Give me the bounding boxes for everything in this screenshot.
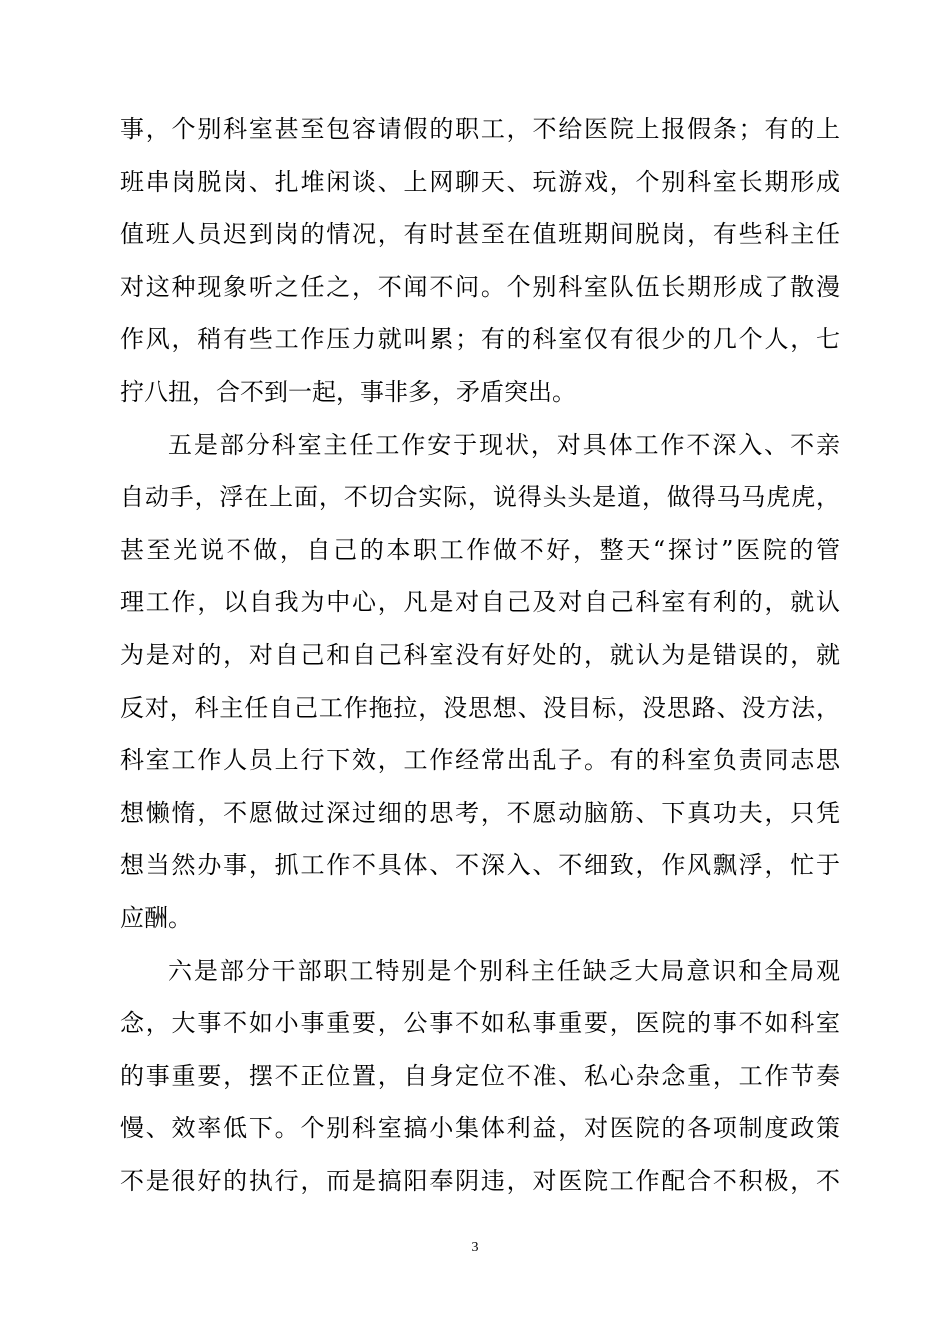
text-line: 对这种现象听之任之，不闻不问。个别科室队伍长期形成了散漫 (120, 272, 840, 301)
text-line: 理工作，以自我为中心，凡是对自己及对自己科室有利的，就认 (120, 588, 840, 617)
text-line: 为是对的，对自己和自己科室没有好处的，就认为是错误的，就 (120, 640, 840, 669)
text-line: 应酬。 (120, 903, 192, 932)
text-line: 甚至光说不做，自己的本职工作做不好，整天“探讨”医院的管 (120, 535, 840, 564)
body-text (120, 103, 840, 1207)
text-line: 值班人员迟到岗的情况，有时甚至在值班期间脱岗，有些科主任 (120, 220, 840, 249)
text-line: 的事重要，摆不正位置，自身定位不准、私心杂念重，工作节奏 (120, 1061, 840, 1090)
text-line: 科室工作人员上行下效，工作经常出乱子。有的科室负责同志思 (120, 746, 840, 775)
text-line: 自动手，浮在上面，不切合实际，说得头头是道，做得马马虎虎， (120, 483, 840, 512)
text-line: 作风，稍有些工作压力就叫累；有的科室仅有很少的几个人，七 (120, 325, 840, 354)
text-line: 不是很好的执行，而是搞阳奉阴违，对医院工作配合不积极，不 (120, 1166, 840, 1195)
text-line: 想懒惰，不愿做过深过细的思考，不愿动脑筋、下真功夫，只凭 (120, 798, 840, 827)
text-line: 拧八扭，合不到一起，事非多，矛盾突出。 (120, 377, 576, 406)
text-line-paragraph-start: 六是部分干部职工特别是个别科主任缺乏大局意识和全局观 (168, 956, 840, 985)
text-line: 事，个别科室甚至包容请假的职工，不给医院上报假条；有的上 (120, 115, 840, 143)
text-line: 班串岗脱岗、扎堆闲谈、上网聊天、玩游戏，个别科室长期形成 (120, 167, 840, 196)
text-line-paragraph-start: 五是部分科室主任工作安于现状，对具体工作不深入、不亲 (168, 430, 840, 459)
text-line: 想当然办事，抓工作不具体、不深入、不细致，作风飘浮，忙于 (120, 851, 840, 880)
text-line: 念，大事不如小事重要，公事不如私事重要，医院的事不如科室 (120, 1009, 840, 1038)
text-line: 反对，科主任自己工作拖拉，没思想、没目标，没思路、没方法， (120, 693, 840, 722)
page-number: 3 (471, 1240, 479, 1255)
text-line: 慢、效率低下。个别科室搞小集体利益，对医院的各项制度政策 (120, 1114, 840, 1143)
